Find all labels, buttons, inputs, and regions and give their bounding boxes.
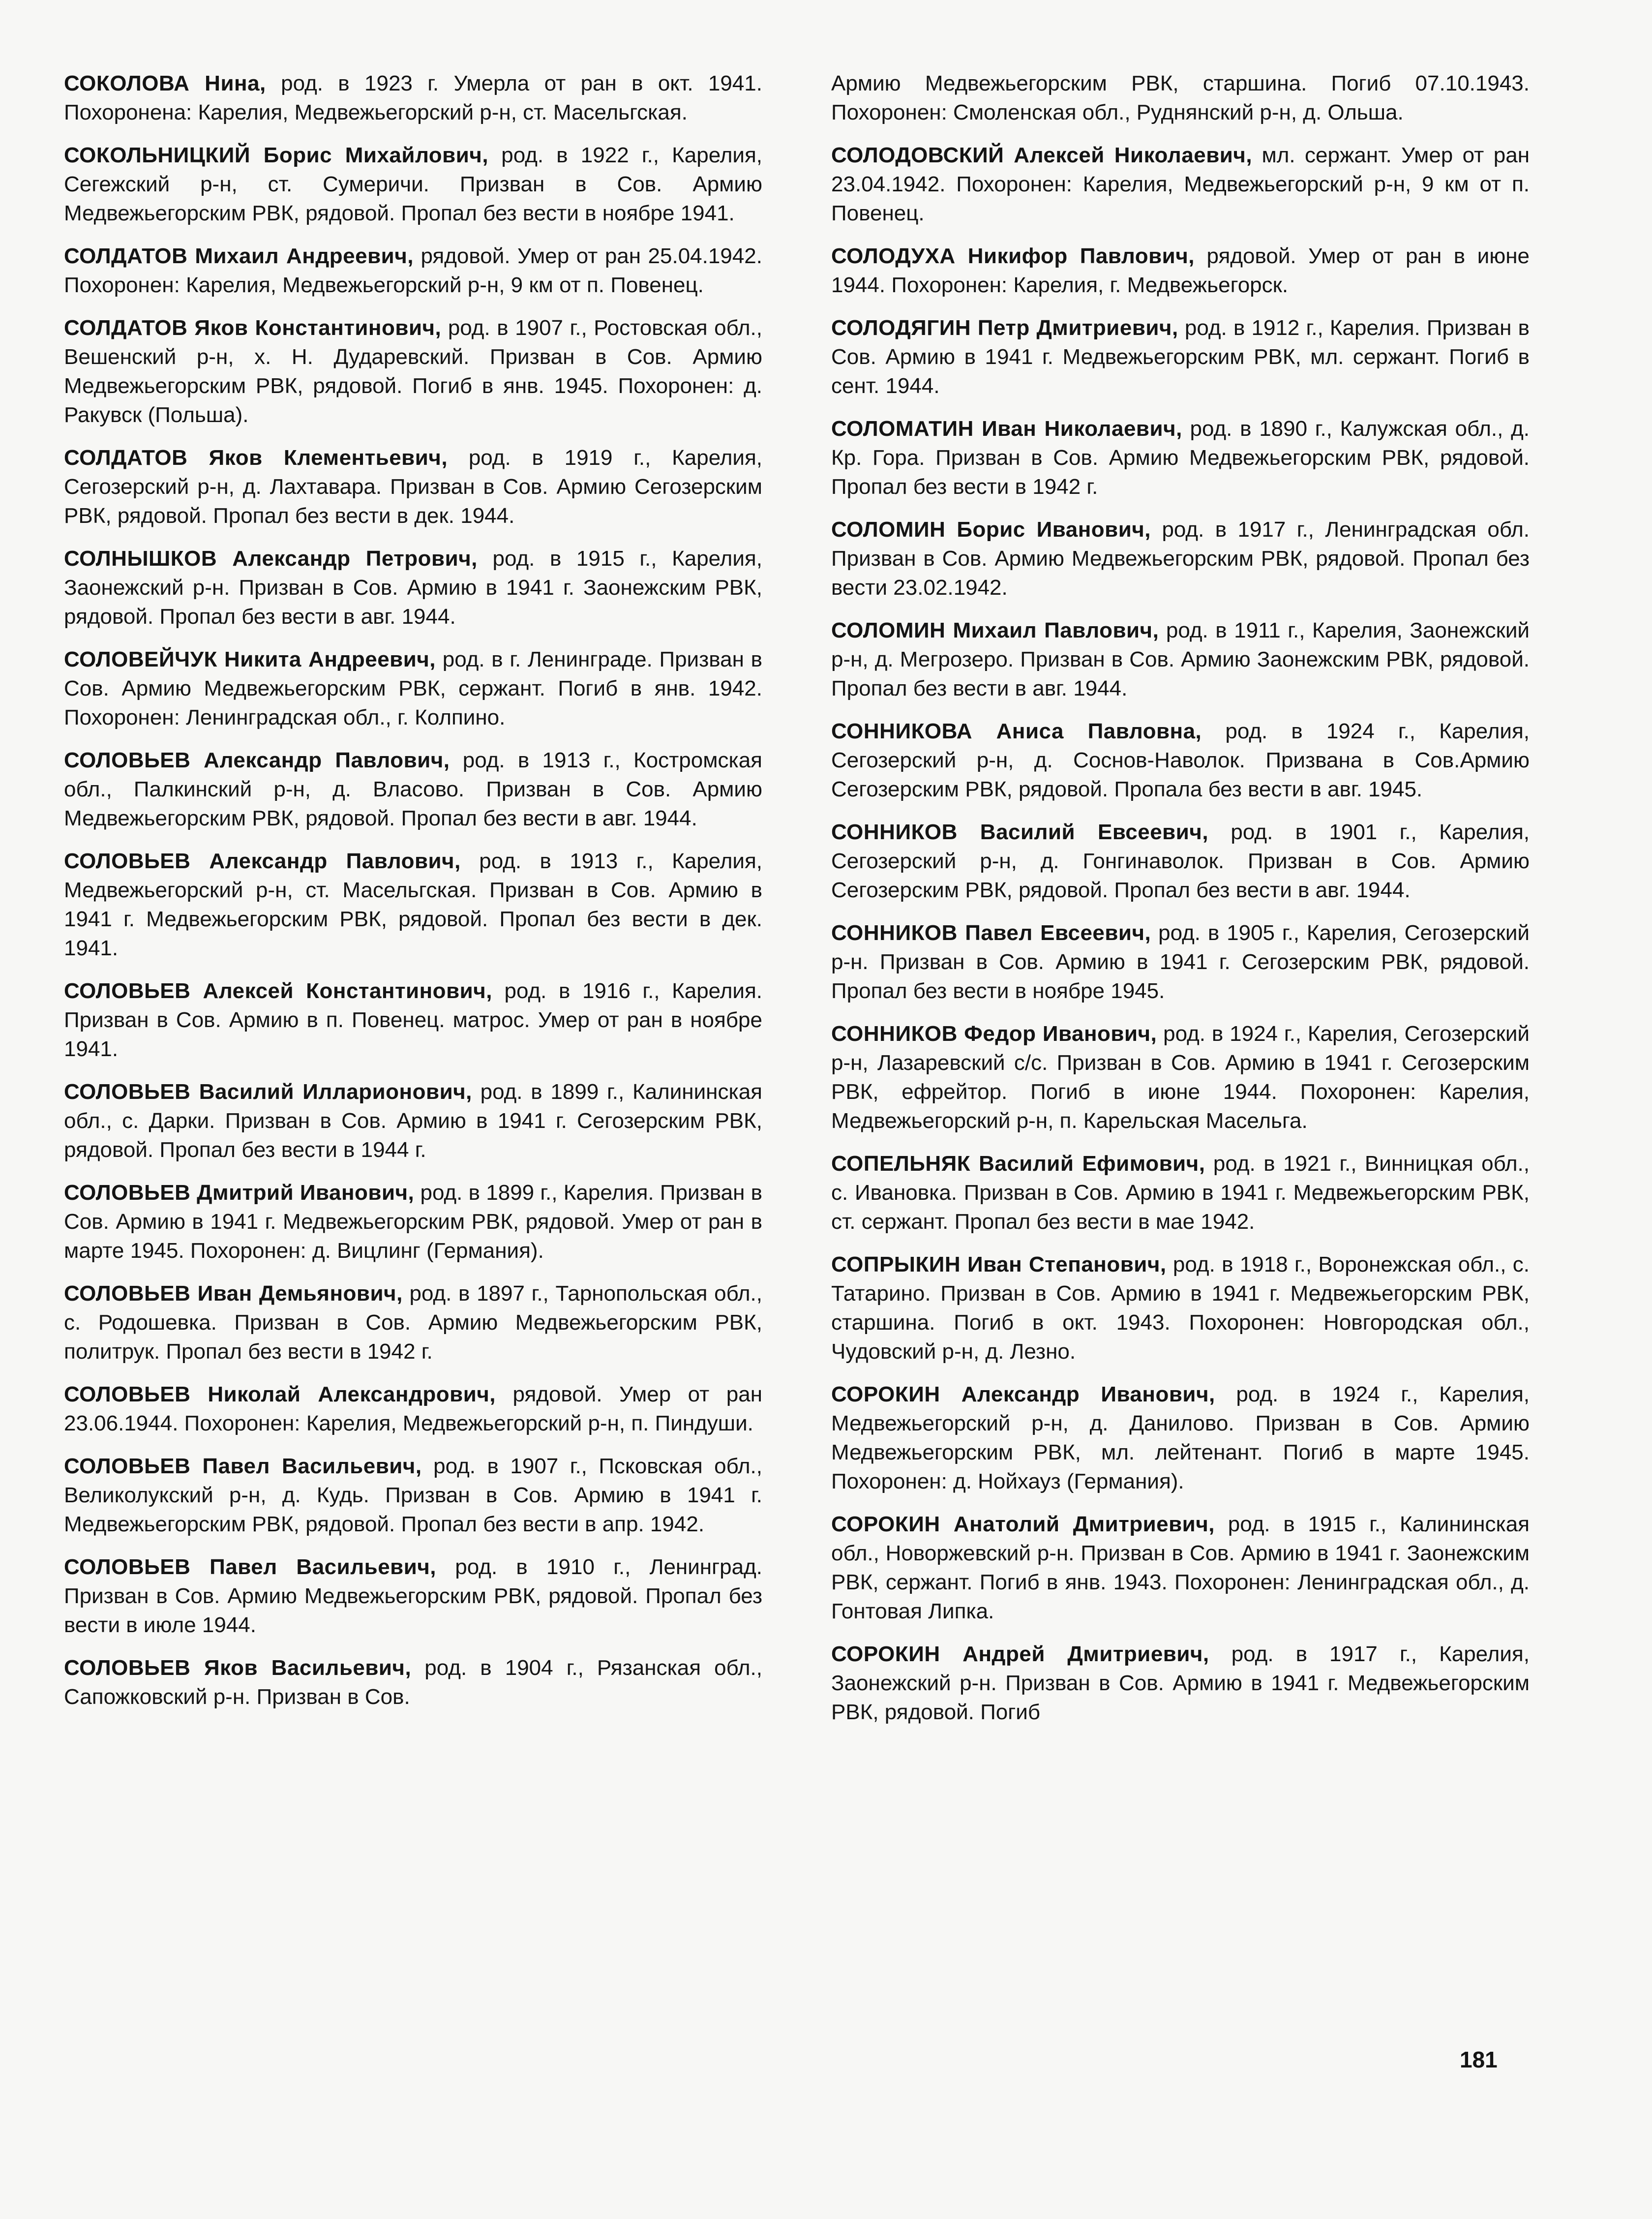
entry-name: СОЛОДЯГИН Петр Дмитриевич,	[831, 316, 1178, 340]
entry-text: род. в 1924 г., Карелия, Сегозерский р-н, Лазаревский с/с. Призван в Сов. Армию в 1941 г. Сегозерским РВК, ефрейтор. Погиб в июне 1944. Похоронен: Карелия, Медвежьегорский р-н, п. Карельская Масельга.	[831, 1022, 1530, 1133]
entry-name: СОЛОДОВСКИЙ Алексей Николаевич,	[831, 143, 1253, 167]
entry-text: род. в 1899 г., Карелия. Призван в Сов. Армию в 1941 г. Медвежьегорским РВК, рядовой. Умер от ран в марте 1945. Похоронен: д. Вицлинг (Германия).	[64, 1181, 762, 1263]
entry	[64, 847, 762, 963]
entry-name: СОЛДАТОВ Яков Клементьевич,	[64, 446, 448, 470]
entry-name: СОКОЛОВА Нина,	[64, 71, 266, 95]
entry-name: СОПЕЛЬНЯК Василий Ефимович,	[831, 1152, 1205, 1176]
entry-name: СОЛОВЬЕВ Алексей Константинович,	[64, 979, 492, 1003]
entry-name: СОЛОВЬЕВ Александр Павлович,	[64, 849, 461, 873]
entry	[831, 717, 1530, 804]
entry-text: род. в 1912 г., Карелия. Призван в Сов. Армию в 1941 г. Медвежьегорским РВК, мл. сержант. Погиб в сент. 1944.	[831, 316, 1530, 398]
entry	[64, 1452, 762, 1539]
entry	[64, 242, 762, 300]
entry	[831, 1640, 1530, 1727]
entry-name: СОЛОВЬЕВ Яков Васильевич,	[64, 1656, 412, 1680]
entry-text: род. в 1915 г., Карелия, Заонежский р-н. Призван в Сов. Армию в 1941 г. Заонежским РВК, рядовой. Пропал без вести в авг. 1944.	[64, 547, 762, 629]
entry-text: род. в 1918 г., Воронежская обл., с. Татарино. Призван в Сов. Армию в 1941 г. Медвежьегорским РВК, старшина. Погиб в окт. 1943. Похоронен: Новгородская обл., Чудовский р-н, д. Лезно.	[831, 1252, 1530, 1364]
entry-name: СОЛОВЬЕВ Иван Демьянович,	[64, 1281, 403, 1306]
entry-name: СОЛОВЬЕВ Василий Илларионович,	[64, 1080, 472, 1104]
entry-name: СОЛОВЬЕВ Николай Александрович,	[64, 1382, 496, 1406]
entry	[64, 645, 762, 732]
entry	[831, 141, 1530, 228]
entry	[831, 414, 1530, 501]
entry-text: род. в г. Ленинграде. Призван в Сов. Армию Медвежьегорским РВК, сержант. Погиб в янв. 1942. Похоронен: Ленинградская обл., г. Колпино.	[64, 647, 762, 730]
left-column	[64, 69, 762, 1725]
entry-text: род. в 1899 г., Калининская обл., с. Дарки. Призван в Сов. Армию в 1941 г. Сегозерским РВК, рядовой. Пропал без вести в 1944 г.	[64, 1080, 762, 1162]
entry	[831, 616, 1530, 703]
entry	[831, 918, 1530, 1005]
entry-name: СОЛОДУХА Никифор Павлович,	[831, 244, 1195, 268]
entry	[64, 443, 762, 530]
entry	[64, 69, 762, 127]
entry-name: СОННИКОВ Василий Евсеевич,	[831, 820, 1209, 844]
entry	[831, 1510, 1530, 1626]
entry-name: СОЛОВЬЕВ Дмитрий Иванович,	[64, 1181, 415, 1205]
entry-text: род. в 1910 г., Ленинград. Призван в Сов. Армию Медвежьегорским РВК, рядовой. Пропал без вести в июле 1944.	[64, 1555, 762, 1637]
entry-name: СОЛОВЬЕВ Павел Васильевич,	[64, 1454, 422, 1478]
entry-text: род. в 1904 г., Рязанская обл., Сапожковский р-н. Призван в Сов.	[64, 1656, 762, 1709]
entry-name: СОКОЛЬНИЦКИЙ Борис Михайлович,	[64, 143, 489, 167]
entry-text: род. в 1911 г., Карелия, Заонежский р-н, д. Мегрозеро. Призван в Сов. Армию Заонежским РВК, рядовой. Пропал без вести в авг. 1944.	[831, 618, 1530, 700]
entry-text: Армию Медвежьегорским РВК, старшина. Погиб 07.10.1943. Похоронен: Смоленская обл., Руднянский р-н, д. Ольша.	[831, 71, 1530, 124]
entry-text: рядовой. Умер от ран 23.06.1944. Похоронен: Карелия, Медвежьегорский р-н, п. Пиндуши.	[64, 1382, 762, 1435]
entry-name: СОЛОВЕЙЧУК Никита Андреевич,	[64, 647, 436, 671]
right-column	[831, 69, 1530, 1740]
entry-text: род. в 1890 г., Калужская обл., д. Кр. Гора. Призван в Сов. Армию Медвежьегорским РВК, рядовой. Пропал без вести в 1942 г.	[831, 417, 1530, 499]
entry	[64, 1552, 762, 1640]
entry	[64, 1178, 762, 1265]
entry-continuation	[831, 69, 1530, 127]
entry-text: род. в 1922 г., Карелия, Сегежский р-н, ст. Сумеричи. Призван в Сов. Армию Медвежьегорским РВК, рядовой. Пропал без вести в ноябре 1941.	[64, 143, 763, 225]
entry-text: род. в 1913 г., Карелия, Медвежьегорский р-н, ст. Масельгская. Призван в Сов. Армию в 1941 г. Медвежьегорским РВК, рядовой. Пропал без вести в дек. 1941.	[64, 849, 762, 960]
entry-text: род. в 1905 г., Карелия, Сегозерский р-н. Призван в Сов. Армию в 1941 г. Сегозерским РВК, рядовой. Пропал без вести в ноябре 1945.	[831, 921, 1530, 1003]
entry-text: род. в 1913 г., Костромская обл., Палкинский р-н, д. Власово. Призван в Сов. Армию Медвежьегорским РВК, рядовой. Пропал без вести в авг. 1944.	[64, 748, 762, 830]
entry-text: род. в 1921 г., Винницкая обл., с. Ивановка. Призван в Сов. Армию в 1941 г. Медвежьегорским РВК, ст. сержант. Пропал без вести в мае 1942.	[831, 1152, 1530, 1234]
entry-text: мл. сержант. Умер от ран 23.04.1942. Похоронен: Карелия, Медвежьегорский р-н, 9 км от п. Повенец.	[831, 143, 1530, 225]
entry-text: рядовой. Умер от ран в июне 1944. Похоронен: Карелия, г. Медвежьегорск.	[831, 244, 1530, 297]
entry	[64, 1380, 762, 1438]
entry-name: СОРОКИН Анатолий Дмитриевич,	[831, 1512, 1215, 1536]
entry-name: СОЛОМИН Михаил Павлович,	[831, 618, 1159, 642]
entry-name: СОЛОВЬЕВ Павел Васильевич,	[64, 1555, 437, 1579]
entry-text: род. в 1916 г., Карелия. Призван в Сов. Армию в п. Повенец. матрос. Умер от ран в ноябре 1941.	[64, 979, 762, 1061]
entry-name: СОРОКИН Александр Иванович,	[831, 1382, 1215, 1406]
entry	[831, 1149, 1530, 1236]
entry-name: СОЛДАТОВ Михаил Андреевич,	[64, 244, 414, 268]
entry-text: род. в 1919 г., Карелия, Сегозерский р-н, д. Лахтавара. Призван в Сов. Армию Сегозерским РВК, рядовой. Пропал без вести в дек. 1944.	[64, 446, 763, 528]
entry-text: род. в 1924 г., Карелия, Сегозерский р-н, д. Соснов-Наволок. Призвана в Сов.Армию Сегозерским РВК, рядовой. Пропала без вести в авг. 1945.	[831, 719, 1530, 801]
entry-text: рядовой. Умер от ран 25.04.1942. Похоронен: Карелия, Медвежьегорский р-н, 9 км от п. Повенец.	[64, 244, 762, 297]
entry-name: СОРОКИН Андрей Дмитриевич,	[831, 1642, 1209, 1666]
entry	[64, 1279, 762, 1366]
entry	[64, 1077, 762, 1164]
entry-text: род. в 1907 г., Ростовская обл., Вешенский р-н, х. Н. Дударевский. Призван в Сов. Армию Медвежьегорским РВК, рядовой. Погиб в янв. 1945. Похоронен: д. Ракувск (Польша).	[64, 316, 762, 427]
entry	[831, 818, 1530, 905]
entry	[64, 544, 762, 631]
entry-name: СОЛОМАТИН Иван Николаевич,	[831, 417, 1182, 441]
entry	[831, 1019, 1530, 1135]
entry	[64, 976, 762, 1064]
entry	[64, 141, 762, 228]
entry	[64, 746, 762, 833]
entry	[831, 313, 1530, 400]
entry-name: СОЛОВЬЕВ Александр Павлович,	[64, 748, 450, 772]
entry-text: род. в 1897 г., Тарнопольская обл., с. Родошевка. Призван в Сов. Армию Медвежьегорским РВК, политрук. Пропал без вести в 1942 г.	[64, 1281, 762, 1364]
entry-name: СОПРЫКИН Иван Степанович,	[831, 1252, 1167, 1277]
entry	[831, 242, 1530, 300]
entry-text: род. в 1917 г., Ленинградская обл. Призван в Сов. Армию Медвежьегорским РВК, рядовой. Пропал без вести 23.02.1942.	[831, 517, 1530, 600]
entry-text: род. в 1901 г., Карелия, Сегозерский р-н, д. Гонгинаволок. Призван в Сов. Армию Сегозерским РВК, рядовой. Пропал без вести в авг. 1944.	[831, 820, 1530, 902]
entry-text: род. в 1907 г., Псковская обл., Великолукский р-н, д. Кудь. Призван в Сов. Армию в 1941 г. Медвежьегорским РВК, рядовой. Пропал без вести в апр. 1942.	[64, 1454, 763, 1536]
entry	[831, 1380, 1530, 1496]
entry-name: СОЛНЫШКОВ Александр Петрович,	[64, 547, 478, 571]
entry	[64, 1653, 762, 1711]
entry	[831, 1250, 1530, 1366]
entry-name: СОЛОМИН Борис Иванович,	[831, 517, 1151, 542]
entry-text: род. в 1915 г., Калининская обл., Новоржевский р-н. Призван в Сов. Армию в 1941 г. Заонежским РВК, сержант. Погиб в янв. 1943. Похоронен: Ленинградская обл., д. Гонтовая Липка.	[831, 1512, 1530, 1623]
entry-name: СОННИКОВА Аниса Павловна,	[831, 719, 1202, 743]
entry	[64, 313, 762, 429]
entry-text: род. в 1917 г., Карелия, Заонежский р-н. Призван в Сов. Армию в 1941 г. Медвежьегорским РВК, рядовой. Погиб	[831, 1642, 1530, 1724]
entry	[831, 515, 1530, 602]
page-number: 181	[1460, 2047, 1498, 2072]
entry-text: род. в 1924 г., Карелия, Медвежьегорский р-н, д. Данилово. Призван в Сов. Армию Медвежьегорским РВК, мл. лейтенант. Погиб в марте 1945. Похоронен: д. Нойхауз (Германия).	[831, 1382, 1530, 1493]
entry-text: род. в 1923 г. Умерла от ран в окт. 1941. Похоронена: Карелия, Медвежьегорский р-н, ст. Масельгская.	[64, 71, 762, 124]
entry-name: СОЛДАТОВ Яков Константинович,	[64, 316, 442, 340]
entry-name: СОННИКОВ Павел Евсеевич,	[831, 921, 1151, 945]
entry-name: СОННИКОВ Федор Иванович,	[831, 1022, 1157, 1046]
